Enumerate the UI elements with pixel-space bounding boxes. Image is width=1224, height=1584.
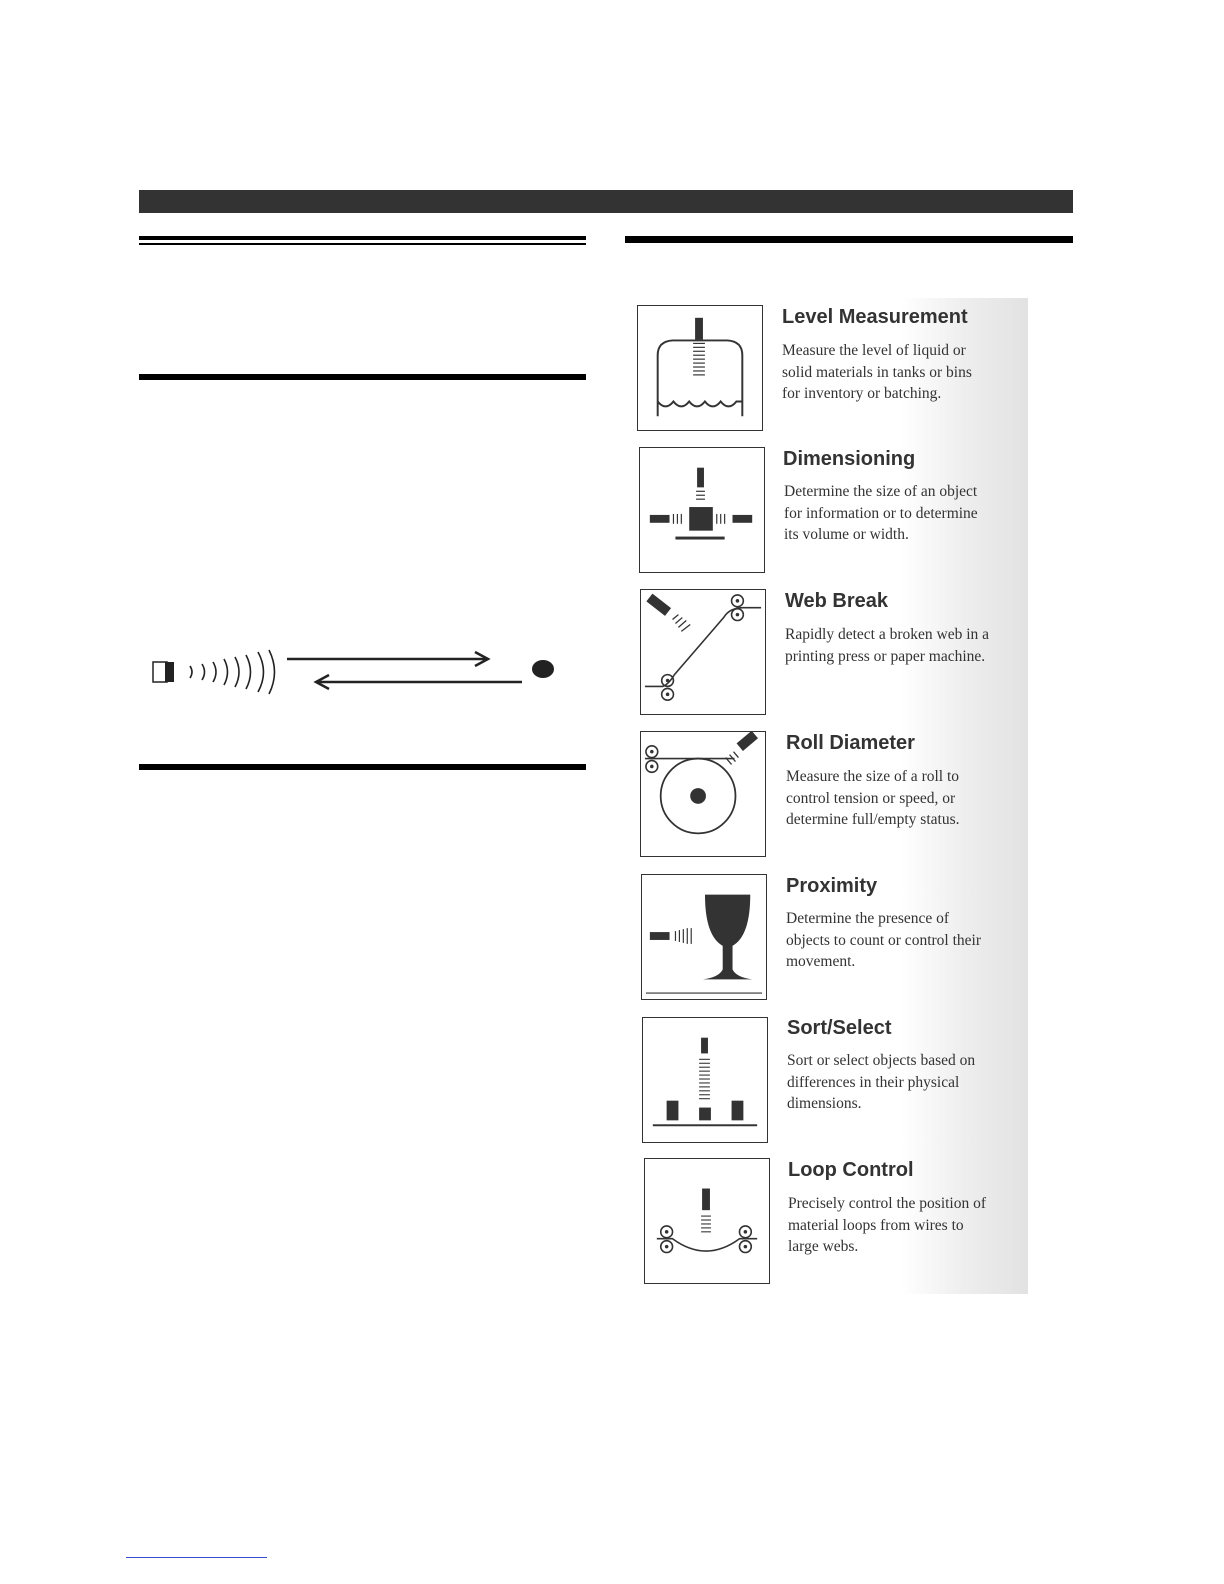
left-section-rule-middle [139,374,586,380]
app-desc-web-break: Rapidly detect a broken web in a printing press or paper machine. [785,626,990,665]
sound-wave-icon [190,650,275,694]
dimensioning-icon [640,448,764,572]
transmit-arrow-icon [287,652,488,666]
app-desc-loop-control: Precisely control the position of material loops from wires to large webs. [788,1195,987,1255]
dimensioning-icon-box [639,447,765,573]
app-desc-proximity: Determine the presence of objects to count or control their movement. [786,910,981,970]
echo-arrow-icon [316,675,522,689]
web-break-icon-box [640,589,766,715]
sort-select-icon [643,1018,767,1142]
footer-link-underline[interactable] [126,1557,267,1558]
left-section-rule-lower [139,764,586,770]
loop-control-icon-box [644,1158,770,1284]
right-section-rule [625,236,1073,243]
target-object-icon [532,660,554,678]
tank-level-icon [638,306,762,430]
app-desc-level-measurement: Measure the level of liquid or solid materials in tanks or bins for inventory or batching. [782,342,972,402]
app-title-level-measurement: Level Measurement [782,306,968,328]
loop-control-icon [645,1159,769,1283]
app-desc-sort-select: Sort or select objects based on differences in their physical dimensions. [787,1052,976,1112]
level-measurement-icon-box [637,305,763,431]
roll-diameter-icon-box [640,731,766,857]
left-section-double-rule [139,236,586,246]
app-title-proximity: Proximity [786,875,878,897]
app-title-roll-diameter: Roll Diameter [786,732,915,754]
proximity-icon [642,875,766,999]
app-title-dimensioning: Dimensioning [783,448,916,470]
web-break-icon [641,590,765,714]
proximity-icon-box [641,874,767,1000]
roll-diameter-icon [641,732,765,856]
echo-principle-diagram [145,640,565,700]
app-title-loop-control: Loop Control [788,1159,914,1181]
app-desc-roll-diameter: Measure the size of a roll to control tension or speed, or determine full/empty status. [786,768,960,828]
sort-select-icon-box [642,1017,768,1143]
transducer-icon [153,662,174,682]
app-title-sort-select: Sort/Select [787,1017,892,1039]
app-title-web-break: Web Break [785,590,889,612]
app-desc-dimensioning: Determine the size of an object for information or to determine its volume or width. [784,483,978,543]
header-bar [139,190,1073,213]
